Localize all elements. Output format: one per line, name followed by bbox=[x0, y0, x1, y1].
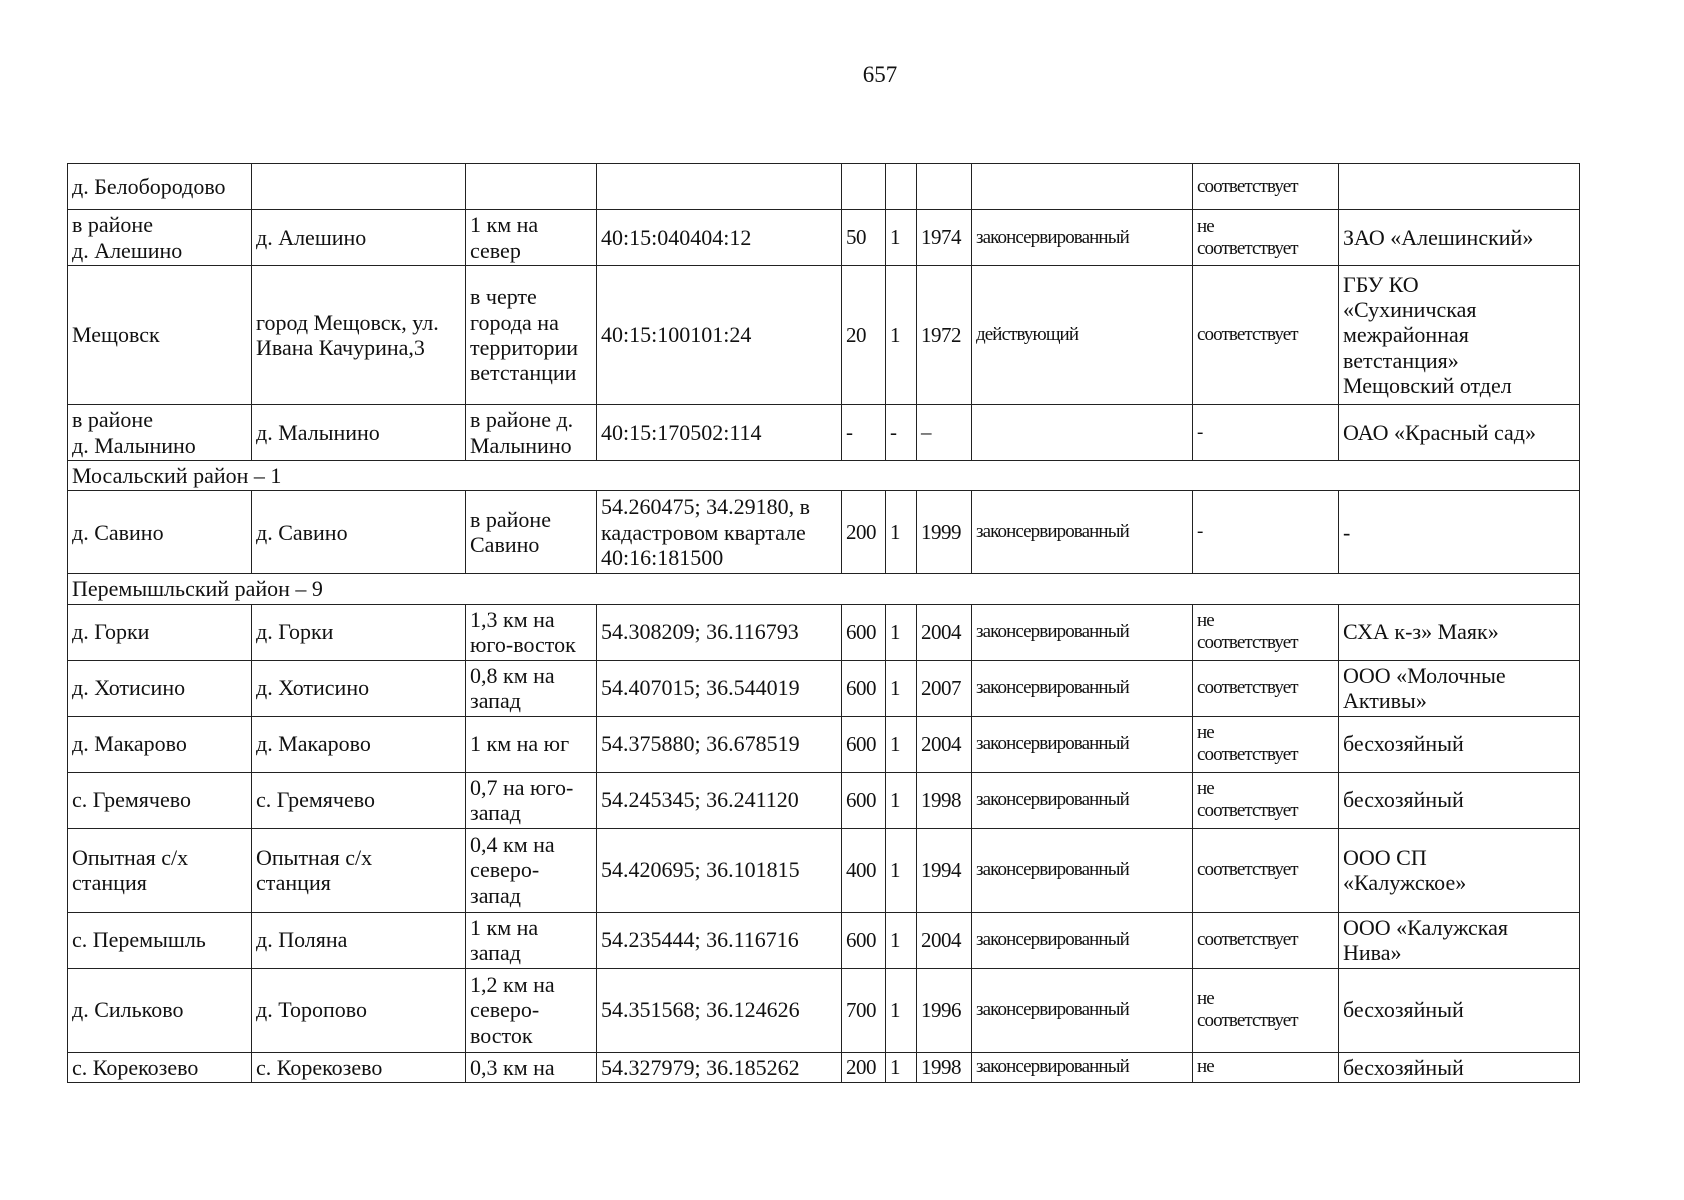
cell-compliance bbox=[1193, 164, 1339, 210]
table-row bbox=[68, 772, 1580, 828]
cell-text: законсервированный bbox=[976, 677, 1129, 699]
cell-position bbox=[466, 772, 597, 828]
cell-text: 1,3 км на юго-восток bbox=[470, 606, 576, 658]
cell-area bbox=[842, 772, 886, 828]
cell-count bbox=[886, 405, 917, 461]
cell-text: законсервированный bbox=[976, 226, 1129, 248]
cell-year bbox=[917, 912, 972, 968]
cell-status bbox=[972, 604, 1193, 660]
cell-text: д. Макарово bbox=[72, 731, 187, 757]
cell-compliance bbox=[1193, 772, 1339, 828]
cell-text: ООО «Молочные Активы» bbox=[1343, 662, 1506, 714]
cell-text: – bbox=[921, 420, 931, 445]
cell-text: 600 bbox=[846, 676, 876, 701]
cell-text: 1 bbox=[890, 788, 900, 813]
cell-year bbox=[917, 210, 972, 266]
cell-text: законсервированный bbox=[976, 621, 1129, 643]
cell-text: бесхозяйный bbox=[1343, 997, 1464, 1023]
cell-compliance bbox=[1193, 491, 1339, 574]
cell-area bbox=[842, 164, 886, 210]
cell-text: в черте города на территории ветстанции bbox=[470, 284, 579, 386]
cell-text: в районе д. Алешино bbox=[72, 212, 183, 263]
cell-text: д. Хотисино bbox=[72, 675, 186, 701]
cell-area bbox=[842, 660, 886, 716]
cell-text: законсервированный bbox=[976, 929, 1129, 951]
cell-text: соответствует bbox=[1197, 929, 1298, 951]
section-row bbox=[68, 574, 1580, 604]
cell-text: 1999 bbox=[921, 520, 961, 545]
cell-coordinates bbox=[597, 164, 842, 210]
cell-text: 1 bbox=[890, 520, 900, 545]
cell-position bbox=[466, 266, 597, 405]
cell-text: ООО «Калужская Нива» bbox=[1343, 914, 1508, 966]
cell-coordinates bbox=[597, 968, 842, 1052]
cell-text: соответствует bbox=[1197, 324, 1298, 346]
cell-text: 200 bbox=[846, 1055, 876, 1080]
cell-coordinates bbox=[597, 716, 842, 772]
cell-year bbox=[917, 968, 972, 1052]
cell-text: д. Горки bbox=[256, 619, 334, 645]
cell-text: соответствует bbox=[1197, 175, 1298, 197]
cell-text: 54.327979; 36.185262 bbox=[601, 1054, 800, 1080]
cell-location bbox=[68, 1052, 252, 1082]
cell-text: 54.351568; 36.124626 bbox=[601, 997, 800, 1023]
cell-count bbox=[886, 491, 917, 574]
cell-text: - bbox=[1197, 521, 1203, 543]
table-row bbox=[68, 716, 1580, 772]
table-row bbox=[68, 604, 1580, 660]
cell-position bbox=[466, 660, 597, 716]
table-row bbox=[68, 912, 1580, 968]
cell-status bbox=[972, 912, 1193, 968]
cell-year bbox=[917, 1052, 972, 1082]
cell-text: д. Поляна bbox=[256, 927, 348, 953]
cell-owner bbox=[1339, 772, 1580, 828]
cell-status bbox=[972, 491, 1193, 574]
cell-coordinates bbox=[597, 828, 842, 912]
cell-year bbox=[917, 772, 972, 828]
cell-text: соответствует bbox=[1197, 859, 1298, 881]
cell-owner bbox=[1339, 210, 1580, 266]
cell-text: д. Хотисино bbox=[256, 675, 370, 701]
cell-owner bbox=[1339, 604, 1580, 660]
cell-location bbox=[68, 968, 252, 1052]
cell-coordinates bbox=[597, 912, 842, 968]
cell-address bbox=[252, 266, 466, 405]
cell-text: 1,2 км на северо- восток bbox=[470, 972, 555, 1048]
cell-text: в районе д. Малынино bbox=[470, 407, 574, 458]
cell-coordinates bbox=[597, 405, 842, 461]
cell-owner bbox=[1339, 968, 1580, 1052]
cell-year bbox=[917, 491, 972, 574]
cell-compliance bbox=[1193, 1052, 1339, 1082]
table-row bbox=[68, 210, 1580, 266]
cell-text: 2004 bbox=[921, 620, 961, 645]
section-header: Перемышльский район – 9 bbox=[68, 574, 1580, 604]
table-row bbox=[68, 1052, 1580, 1082]
cell-text: 700 bbox=[846, 998, 876, 1023]
cell-text: 600 bbox=[846, 620, 876, 645]
cell-year bbox=[917, 604, 972, 660]
cell-year bbox=[917, 660, 972, 716]
cell-owner bbox=[1339, 1052, 1580, 1082]
cell-location bbox=[68, 210, 252, 266]
cell-location bbox=[68, 912, 252, 968]
cell-location bbox=[68, 164, 252, 210]
cell-compliance bbox=[1193, 604, 1339, 660]
cell-text: 2007 bbox=[921, 676, 961, 701]
table-row bbox=[68, 968, 1580, 1052]
cell-text: 1 bbox=[890, 225, 900, 250]
cell-year bbox=[917, 716, 972, 772]
cell-text: д. Макарово bbox=[256, 731, 371, 757]
cell-address bbox=[252, 210, 466, 266]
cell-text: 1 bbox=[890, 998, 900, 1023]
cell-text: 1 bbox=[890, 322, 900, 347]
cell-text: законсервированный bbox=[976, 999, 1129, 1021]
cell-area bbox=[842, 968, 886, 1052]
cell-position bbox=[466, 716, 597, 772]
cell-address bbox=[252, 968, 466, 1052]
cell-text: законсервированный bbox=[976, 859, 1129, 881]
cell-text: не соответствует bbox=[1197, 988, 1298, 1032]
cell-text: д. Белобородово bbox=[72, 173, 226, 199]
cell-status bbox=[972, 164, 1193, 210]
cell-text: 1 bbox=[890, 858, 900, 883]
cell-compliance bbox=[1193, 405, 1339, 461]
cell-location bbox=[68, 772, 252, 828]
cell-count bbox=[886, 716, 917, 772]
cell-text: не соответствует bbox=[1197, 778, 1298, 822]
cell-text: 1 bbox=[890, 676, 900, 701]
cell-year bbox=[917, 164, 972, 210]
cell-text: д. Горки bbox=[72, 619, 150, 645]
cell-location bbox=[68, 405, 252, 461]
cell-text: ООО СП «Калужское» bbox=[1343, 844, 1467, 896]
cell-position bbox=[466, 968, 597, 1052]
cell-text: 1 bbox=[890, 1055, 900, 1080]
cell-text: 54.420695; 36.101815 bbox=[601, 857, 800, 883]
cell-location bbox=[68, 828, 252, 912]
cell-owner bbox=[1339, 405, 1580, 461]
cell-text: СХА к-з» Маяк» bbox=[1343, 619, 1499, 645]
cell-text: - bbox=[1197, 421, 1203, 443]
cell-text: законсервированный bbox=[976, 733, 1129, 755]
cell-area bbox=[842, 210, 886, 266]
cell-text: 1 км на запад bbox=[470, 914, 539, 966]
cell-area bbox=[842, 266, 886, 405]
cell-address bbox=[252, 772, 466, 828]
cell-address bbox=[252, 405, 466, 461]
cell-text: с. Перемышль bbox=[72, 927, 206, 953]
cell-position bbox=[466, 164, 597, 210]
cell-text: не соответствует bbox=[1197, 610, 1298, 654]
cell-coordinates bbox=[597, 266, 842, 405]
cell-text: 50 bbox=[846, 225, 866, 250]
cell-address bbox=[252, 604, 466, 660]
cell-text: 1996 bbox=[921, 998, 961, 1023]
cell-year bbox=[917, 405, 972, 461]
cell-coordinates bbox=[597, 772, 842, 828]
cell-text: 0,7 на юго- запад bbox=[470, 774, 574, 826]
cell-text: действующий bbox=[976, 324, 1079, 346]
cell-text: 2004 bbox=[921, 732, 961, 757]
burial-sites-table bbox=[67, 163, 1580, 1083]
cell-text: законсервированный bbox=[976, 521, 1129, 543]
cell-text: 20 bbox=[846, 322, 866, 347]
cell-text: законсервированный bbox=[976, 1056, 1129, 1078]
cell-count bbox=[886, 210, 917, 266]
cell-count bbox=[886, 604, 917, 660]
cell-text: не соответствует bbox=[1197, 722, 1298, 766]
cell-text: 600 bbox=[846, 732, 876, 757]
cell-owner bbox=[1339, 164, 1580, 210]
cell-status bbox=[972, 660, 1193, 716]
cell-text: ОАО «Красный сад» bbox=[1343, 419, 1536, 445]
cell-coordinates bbox=[597, 604, 842, 660]
cell-text: бесхозяйный bbox=[1343, 787, 1464, 813]
cell-position bbox=[466, 1052, 597, 1082]
cell-text: 40:15:170502:114 bbox=[601, 419, 762, 445]
cell-text: 1994 bbox=[921, 858, 961, 883]
cell-text: Мещовск bbox=[72, 322, 160, 348]
cell-status bbox=[972, 772, 1193, 828]
cell-owner bbox=[1339, 491, 1580, 574]
cell-coordinates bbox=[597, 660, 842, 716]
cell-area bbox=[842, 491, 886, 574]
cell-text: с. Гремячево bbox=[256, 787, 375, 813]
cell-text: в районе Савино bbox=[470, 507, 551, 558]
cell-year bbox=[917, 266, 972, 405]
cell-text: законсервированный bbox=[976, 789, 1129, 811]
cell-text: 54.407015; 36.544019 bbox=[601, 675, 800, 701]
table-row bbox=[68, 266, 1580, 405]
cell-count bbox=[886, 266, 917, 405]
table-row bbox=[68, 828, 1580, 912]
table-row bbox=[68, 491, 1580, 574]
cell-address bbox=[252, 491, 466, 574]
cell-text: не bbox=[1197, 1056, 1214, 1078]
cell-status bbox=[972, 716, 1193, 772]
cell-address bbox=[252, 164, 466, 210]
cell-location bbox=[68, 716, 252, 772]
cell-compliance bbox=[1193, 266, 1339, 405]
cell-coordinates bbox=[597, 1052, 842, 1082]
cell-location bbox=[68, 660, 252, 716]
cell-address bbox=[252, 912, 466, 968]
cell-owner bbox=[1339, 912, 1580, 968]
cell-text: 1 bbox=[890, 732, 900, 757]
cell-text: 0,8 км на запад bbox=[470, 662, 555, 714]
cell-compliance bbox=[1193, 912, 1339, 968]
cell-text: Опытная с/х станция bbox=[72, 844, 189, 896]
cell-text: не соответствует bbox=[1197, 215, 1298, 259]
cell-compliance bbox=[1193, 660, 1339, 716]
cell-text: 2004 bbox=[921, 928, 961, 953]
cell-status bbox=[972, 210, 1193, 266]
cell-text: 1 bbox=[890, 928, 900, 953]
cell-text: 1972 bbox=[921, 322, 961, 347]
cell-owner bbox=[1339, 828, 1580, 912]
cell-address bbox=[252, 828, 466, 912]
cell-text: 54.235444; 36.116716 bbox=[601, 927, 799, 953]
section-header: Мосальский район – 1 bbox=[68, 461, 1580, 491]
cell-count bbox=[886, 828, 917, 912]
cell-area bbox=[842, 604, 886, 660]
cell-text: 54.260475; 34.29180, в кадастровом квартале 40:16:181500 bbox=[601, 494, 810, 570]
cell-text: 54.375880; 36.678519 bbox=[601, 731, 800, 757]
cell-text: д. Малынино bbox=[256, 419, 380, 445]
cell-count bbox=[886, 912, 917, 968]
cell-text: 40:15:040404:12 bbox=[601, 224, 752, 250]
cell-text: ЗАО «Алешинский» bbox=[1343, 224, 1534, 250]
cell-text: с. Гремячево bbox=[72, 787, 191, 813]
page-number: 657 bbox=[862, 62, 898, 87]
cell-status bbox=[972, 1052, 1193, 1082]
cell-compliance bbox=[1193, 716, 1339, 772]
table-body bbox=[68, 164, 1580, 1083]
cell-address bbox=[252, 660, 466, 716]
cell-count bbox=[886, 660, 917, 716]
cell-text: с. Корекозево bbox=[72, 1054, 199, 1080]
cell-coordinates bbox=[597, 491, 842, 574]
cell-coordinates bbox=[597, 210, 842, 266]
cell-text: д. Торопово bbox=[256, 997, 367, 1023]
cell-owner bbox=[1339, 660, 1580, 716]
cell-location bbox=[68, 604, 252, 660]
cell-status bbox=[972, 405, 1193, 461]
cell-area bbox=[842, 912, 886, 968]
cell-text: 0,3 км на bbox=[470, 1054, 555, 1080]
cell-owner bbox=[1339, 716, 1580, 772]
cell-owner bbox=[1339, 266, 1580, 405]
cell-text: соответствует bbox=[1197, 677, 1298, 699]
cell-compliance bbox=[1193, 828, 1339, 912]
cell-text: 1 км на север bbox=[470, 212, 539, 263]
cell-text: бесхозяйный bbox=[1343, 731, 1464, 757]
cell-status bbox=[972, 266, 1193, 405]
table-row bbox=[68, 164, 1580, 210]
cell-count bbox=[886, 968, 917, 1052]
cell-position bbox=[466, 210, 597, 266]
cell-location bbox=[68, 266, 252, 405]
cell-text: - bbox=[846, 420, 853, 445]
cell-position bbox=[466, 405, 597, 461]
cell-text: Опытная с/х станция bbox=[256, 844, 373, 896]
cell-count bbox=[886, 772, 917, 828]
cell-text: 1 км на юг bbox=[470, 731, 570, 757]
cell-count bbox=[886, 164, 917, 210]
cell-compliance bbox=[1193, 210, 1339, 266]
cell-text: д. Савино bbox=[72, 519, 164, 545]
cell-text: - bbox=[1343, 519, 1351, 545]
cell-text: 400 bbox=[846, 858, 876, 883]
section-row bbox=[68, 461, 1580, 491]
cell-text: 1998 bbox=[921, 788, 961, 813]
cell-text: 54.308209; 36.116793 bbox=[601, 619, 799, 645]
cell-text: 600 bbox=[846, 928, 876, 953]
cell-text: ГБУ КО «Сухиничская межрайонная ветстанция» Мещовский отдел bbox=[1343, 271, 1512, 398]
cell-text: 1998 bbox=[921, 1055, 961, 1080]
cell-text: с. Корекозево bbox=[256, 1054, 383, 1080]
cell-text: - bbox=[890, 420, 897, 445]
cell-text: в районе д. Малынино bbox=[72, 407, 196, 458]
cell-location bbox=[68, 491, 252, 574]
cell-status bbox=[972, 968, 1193, 1052]
cell-text: город Мещовск, ул. Ивана Качурина,3 bbox=[256, 309, 439, 360]
cell-area bbox=[842, 828, 886, 912]
cell-year bbox=[917, 828, 972, 912]
cell-text: 1974 bbox=[921, 225, 961, 250]
cell-text: 54.245345; 36.241120 bbox=[601, 787, 799, 813]
cell-position bbox=[466, 604, 597, 660]
cell-text: 600 bbox=[846, 788, 876, 813]
cell-text: 0,4 км на северо- запад bbox=[470, 832, 555, 908]
cell-text: 1 bbox=[890, 620, 900, 645]
cell-area bbox=[842, 716, 886, 772]
cell-text: д. Сильково bbox=[72, 997, 184, 1023]
cell-address bbox=[252, 716, 466, 772]
cell-area bbox=[842, 405, 886, 461]
table-row bbox=[68, 405, 1580, 461]
cell-status bbox=[972, 828, 1193, 912]
cell-count bbox=[886, 1052, 917, 1082]
table-row bbox=[68, 660, 1580, 716]
cell-text: 200 bbox=[846, 520, 876, 545]
cell-position bbox=[466, 912, 597, 968]
cell-text: бесхозяйный bbox=[1343, 1054, 1464, 1080]
cell-address bbox=[252, 1052, 466, 1082]
cell-compliance bbox=[1193, 968, 1339, 1052]
cell-area bbox=[842, 1052, 886, 1082]
cell-text: 40:15:100101:24 bbox=[601, 322, 752, 348]
cell-text: д. Алешино bbox=[256, 224, 367, 250]
cell-position bbox=[466, 828, 597, 912]
cell-position bbox=[466, 491, 597, 574]
cell-text: д. Савино bbox=[256, 519, 348, 545]
